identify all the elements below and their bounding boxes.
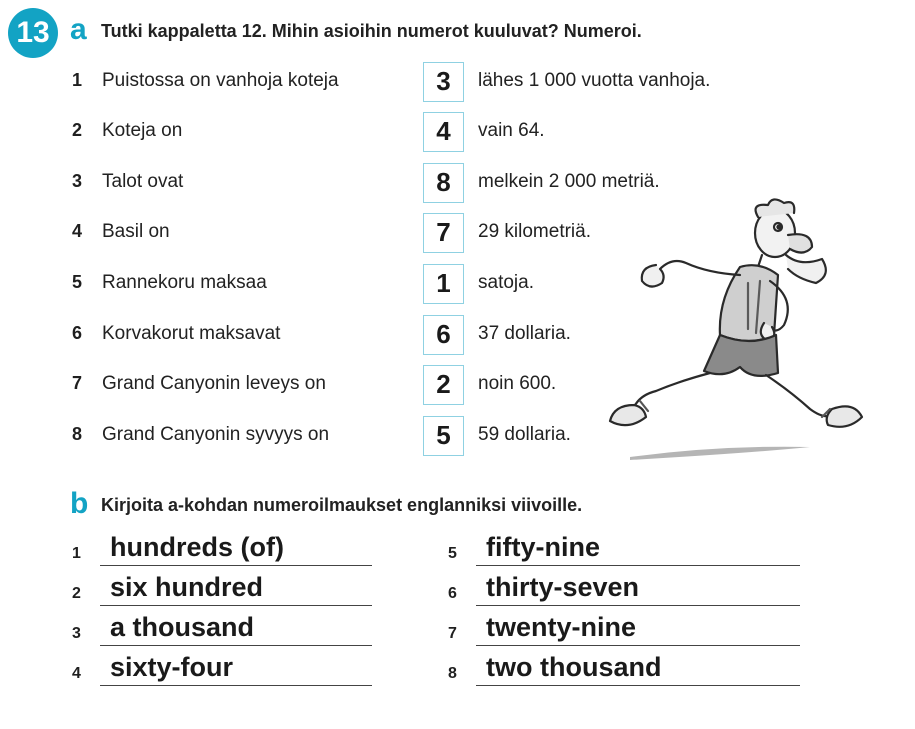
answer-box[interactable]: 2 (423, 365, 464, 405)
exercise-number-badge: 13 (8, 8, 58, 58)
answer-index: 4 (72, 665, 81, 682)
row-prompt: Puistossa on vanhoja koteja (102, 70, 339, 91)
row-ending: satoja. (478, 272, 534, 293)
answer-underline (100, 685, 372, 686)
row-prompt: Korvakorut maksavat (102, 323, 281, 344)
row-ending: 59 dollaria. (478, 424, 571, 445)
row-prompt: Basil on (102, 221, 170, 242)
running-man-illustration (600, 195, 870, 475)
answer-line[interactable] (72, 652, 372, 686)
answer-underline (476, 605, 800, 606)
row-prompt: Koteja on (102, 120, 183, 141)
answer-box[interactable]: 8 (423, 163, 464, 203)
row-ending: 37 dollaria. (478, 323, 571, 344)
matching-row (0, 112, 915, 152)
row-index: 4 (72, 221, 83, 241)
answer-text: two thousand (486, 652, 662, 682)
row-ending: noin 600. (478, 373, 557, 394)
answer-box[interactable]: 7 (423, 213, 464, 253)
answer-text: fifty-nine (486, 532, 600, 562)
row-index: 2 (72, 120, 83, 140)
answer-index: 2 (72, 585, 81, 602)
row-ending: melkein 2 000 metriä. (478, 171, 660, 192)
answer-line[interactable] (72, 572, 372, 606)
row-index: 5 (72, 272, 83, 292)
section-a-instruction: Tutki kappaletta 12. Mihin asioihin numerot kuuluvat? Numeroi. (101, 21, 642, 41)
row-ending: 29 kilometriä. (478, 221, 591, 242)
row-index: 7 (72, 373, 83, 393)
row-prompt: Talot ovat (102, 171, 184, 192)
answer-text: hundreds (of) (110, 532, 284, 562)
section-b-letter: b (70, 487, 89, 520)
answer-line[interactable] (448, 652, 800, 686)
answer-line[interactable] (72, 612, 372, 646)
section-b-instruction: Kirjoita a-kohdan numeroilmaukset englanniksi viivoille. (101, 495, 583, 515)
answer-box[interactable]: 1 (423, 264, 464, 304)
row-ending: vain 64. (478, 120, 545, 141)
row-index: 1 (72, 70, 83, 90)
matching-row (0, 62, 915, 102)
answer-underline (100, 565, 372, 566)
row-prompt: Rannekoru maksaa (102, 272, 267, 293)
row-prompt: Grand Canyonin leveys on (102, 373, 326, 394)
row-index: 6 (72, 323, 83, 343)
answer-text: six hundred (110, 572, 264, 602)
answer-box[interactable]: 3 (423, 62, 464, 102)
answer-text: twenty-nine (486, 612, 637, 642)
answer-box[interactable]: 5 (423, 416, 464, 456)
answer-index: 8 (448, 665, 457, 682)
answer-index: 7 (448, 625, 457, 642)
answer-index: 6 (448, 585, 457, 602)
answer-box[interactable]: 4 (423, 112, 464, 152)
answer-index: 3 (72, 625, 81, 642)
answer-index: 5 (448, 545, 457, 562)
answer-index: 1 (72, 545, 81, 562)
answer-underline (476, 645, 800, 646)
answer-text: a thousand (110, 612, 255, 642)
answer-text: thirty-seven (486, 572, 640, 602)
answer-text: sixty-four (110, 652, 234, 682)
answer-line[interactable] (448, 532, 800, 566)
answer-box[interactable]: 6 (423, 315, 464, 355)
answer-line[interactable] (448, 612, 800, 646)
row-index: 8 (72, 424, 83, 444)
answer-line[interactable] (72, 532, 372, 566)
row-ending: lähes 1 000 vuotta vanhoja. (478, 70, 711, 91)
row-prompt: Grand Canyonin syvyys on (102, 424, 330, 445)
answer-underline (100, 645, 372, 646)
answer-underline (100, 605, 372, 606)
row-index: 3 (72, 171, 83, 191)
answer-underline (476, 565, 800, 566)
answer-line[interactable] (448, 572, 800, 606)
answer-underline (476, 685, 800, 686)
section-a-letter: a (70, 13, 87, 46)
